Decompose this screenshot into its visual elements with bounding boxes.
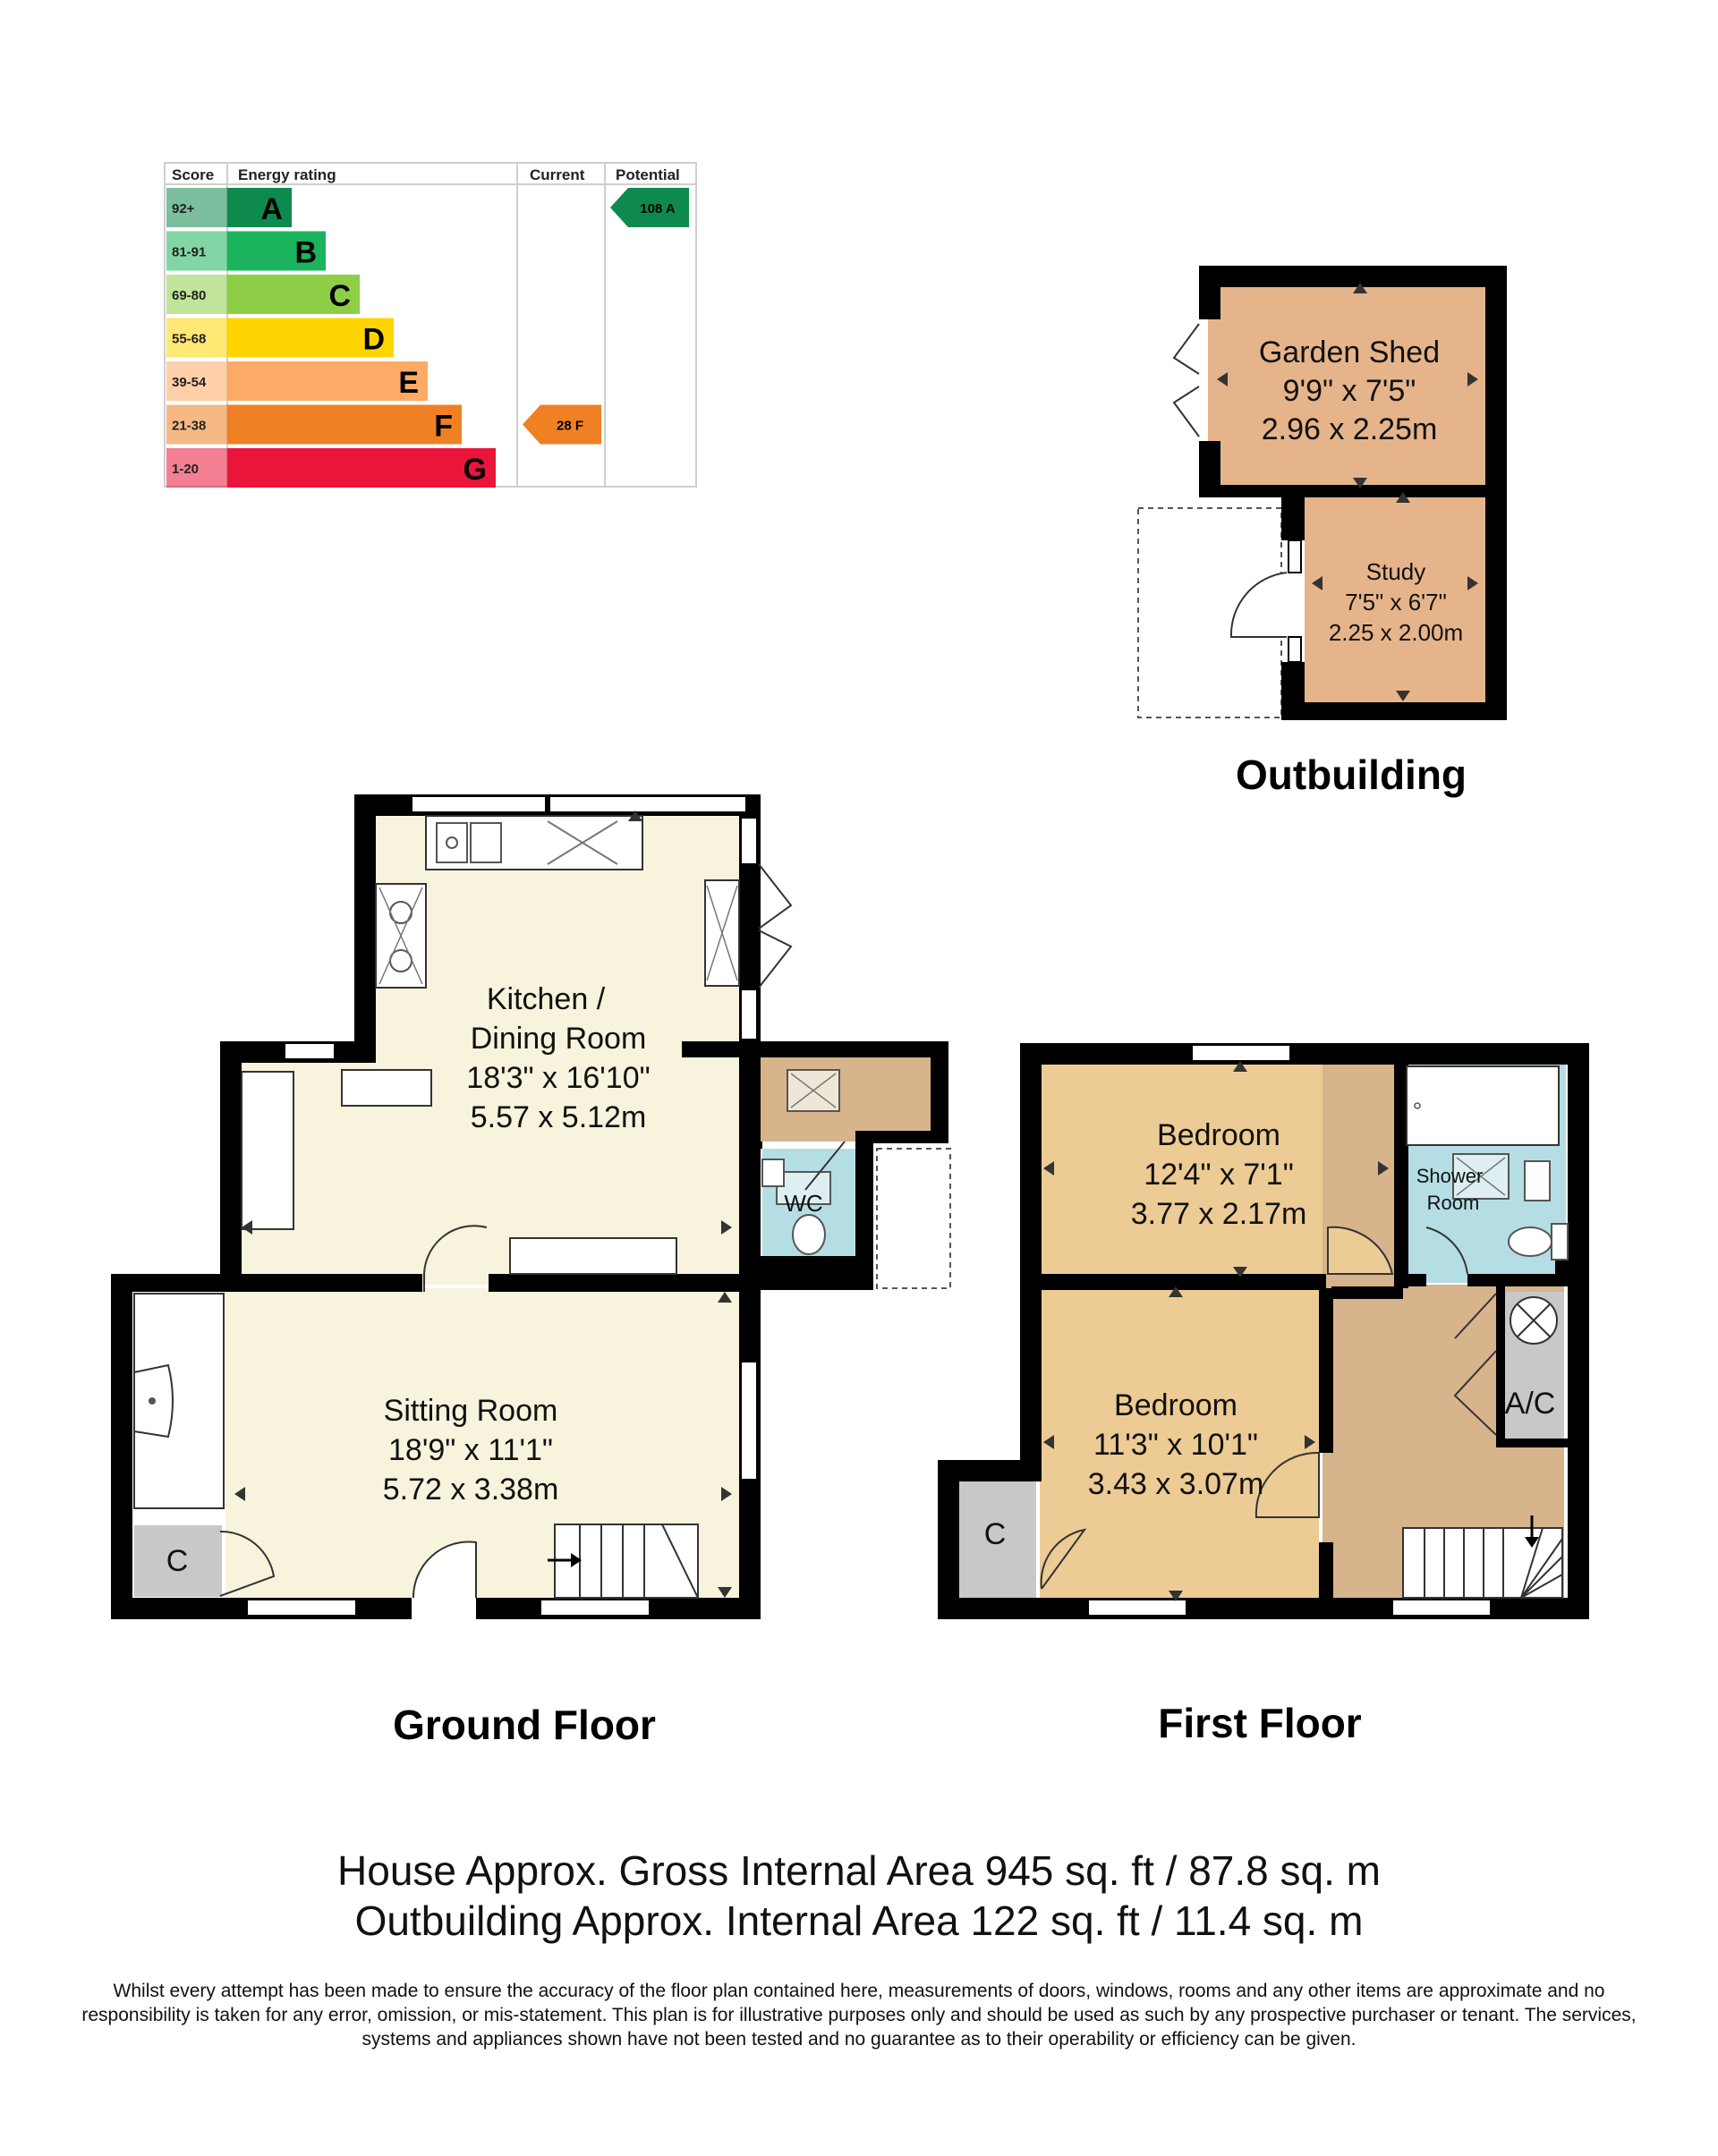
epc-score-e: 39-54 xyxy=(172,375,207,390)
bedroom-2-name: Bedroom xyxy=(1114,1388,1237,1422)
epc-letter-b: B xyxy=(294,235,317,270)
kitchen-name-line1: Kitchen / xyxy=(486,982,606,1016)
epc-header-current: Current xyxy=(530,166,585,183)
kitchen-imperial: 18'3" x 16'10" xyxy=(466,1061,651,1095)
shower-room-line1: Shower xyxy=(1416,1165,1484,1187)
garden-shed-imperial: 9'9" x 7'5" xyxy=(1282,374,1416,408)
epc-header-rating: Energy rating xyxy=(238,166,336,183)
airing-cupboard-label: A/C xyxy=(1504,1387,1556,1421)
epc-chart xyxy=(165,163,696,488)
first-cupboard-label: C xyxy=(983,1517,1007,1551)
study-name: Study xyxy=(1365,558,1426,585)
epc-band-f xyxy=(227,405,462,445)
epc-potential-label: 108 A xyxy=(640,201,676,216)
bedroom-1-metric: 3.77 x 2.17m xyxy=(1130,1197,1307,1231)
ground-cupboard-label: C xyxy=(166,1544,189,1578)
epc-header-potential: Potential xyxy=(616,166,680,183)
epc-score-c: 69-80 xyxy=(172,288,207,303)
ground-floor-plan xyxy=(111,794,950,1748)
lobby-floor xyxy=(746,1057,947,1142)
epc-letter-f: F xyxy=(434,409,453,444)
study-metric: 2.25 x 2.00m xyxy=(1328,619,1464,646)
epc-score-b: 81-91 xyxy=(172,244,207,260)
first-floor-plan xyxy=(938,1043,1589,1746)
porch-outline xyxy=(877,1149,950,1288)
kitchen-name-line2: Dining Room xyxy=(470,1022,647,1056)
epc-band-g xyxy=(227,448,496,488)
epc-score-d: 55-68 xyxy=(172,331,207,347)
wc-label: WC xyxy=(784,1190,823,1217)
epc-current-label: 28 F xyxy=(556,418,584,434)
sitting-room-metric: 5.72 x 3.38m xyxy=(382,1473,559,1507)
study-imperial: 7'5" x 6'7" xyxy=(1345,589,1447,615)
sitting-room-name: Sitting Room xyxy=(383,1394,558,1428)
epc-letter-c: C xyxy=(328,279,351,313)
ground-floor-title: Ground Floor xyxy=(393,1702,656,1748)
epc-letter-a: A xyxy=(260,192,283,226)
epc-letter-e: E xyxy=(398,366,419,400)
house-area-text: House Approx. Gross Internal Area 945 sq. ft / 87.8 sq. m xyxy=(337,1847,1381,1894)
epc-header-score: Score xyxy=(172,166,215,183)
epc-score-a: 92+ xyxy=(172,201,195,216)
bedroom-2-imperial: 11'3" x 10'1" xyxy=(1093,1428,1258,1462)
garden-shed-name: Garden Shed xyxy=(1258,335,1441,369)
bedroom-1-name: Bedroom xyxy=(1157,1118,1280,1152)
sitting-room-imperial: 18'9" x 11'1" xyxy=(388,1433,553,1467)
first-floor-title: First Floor xyxy=(1158,1700,1362,1746)
disclaimer-text: Whilst every attempt has been made to ensure the accuracy of the floor plan contained here, measurements of doors, windows, rooms and any other items are approximate and no responsibility is taken for any error, omission, or mis-statement. This plan is for illustrative purposes only and should be used as such by any prospective purchaser or tenant. The services, systems and appliances shown have not been tested and no guarantee as to their operability or efficiency can be given. xyxy=(81,1981,1637,2050)
kitchen-metric: 5.57 x 5.12m xyxy=(470,1100,647,1134)
epc-letter-g: G xyxy=(463,453,487,487)
epc-score-f: 21-38 xyxy=(172,418,207,434)
outbuilding-area-text: Outbuilding Approx. Internal Area 122 sq. ft / 11.4 sq. m xyxy=(354,1897,1364,1944)
outbuilding-title: Outbuilding xyxy=(1235,751,1467,798)
bedroom-2-metric: 3.43 x 3.07m xyxy=(1087,1467,1264,1501)
epc-letter-d: D xyxy=(362,322,385,357)
epc-score-g: 1-20 xyxy=(172,462,200,477)
bedroom-1-imperial: 12'4" x 7'1" xyxy=(1144,1158,1294,1192)
outbuilding-plan xyxy=(1138,266,1507,798)
shower-room-line2: Room xyxy=(1426,1192,1480,1214)
garden-shed-metric: 2.96 x 2.25m xyxy=(1261,412,1438,446)
